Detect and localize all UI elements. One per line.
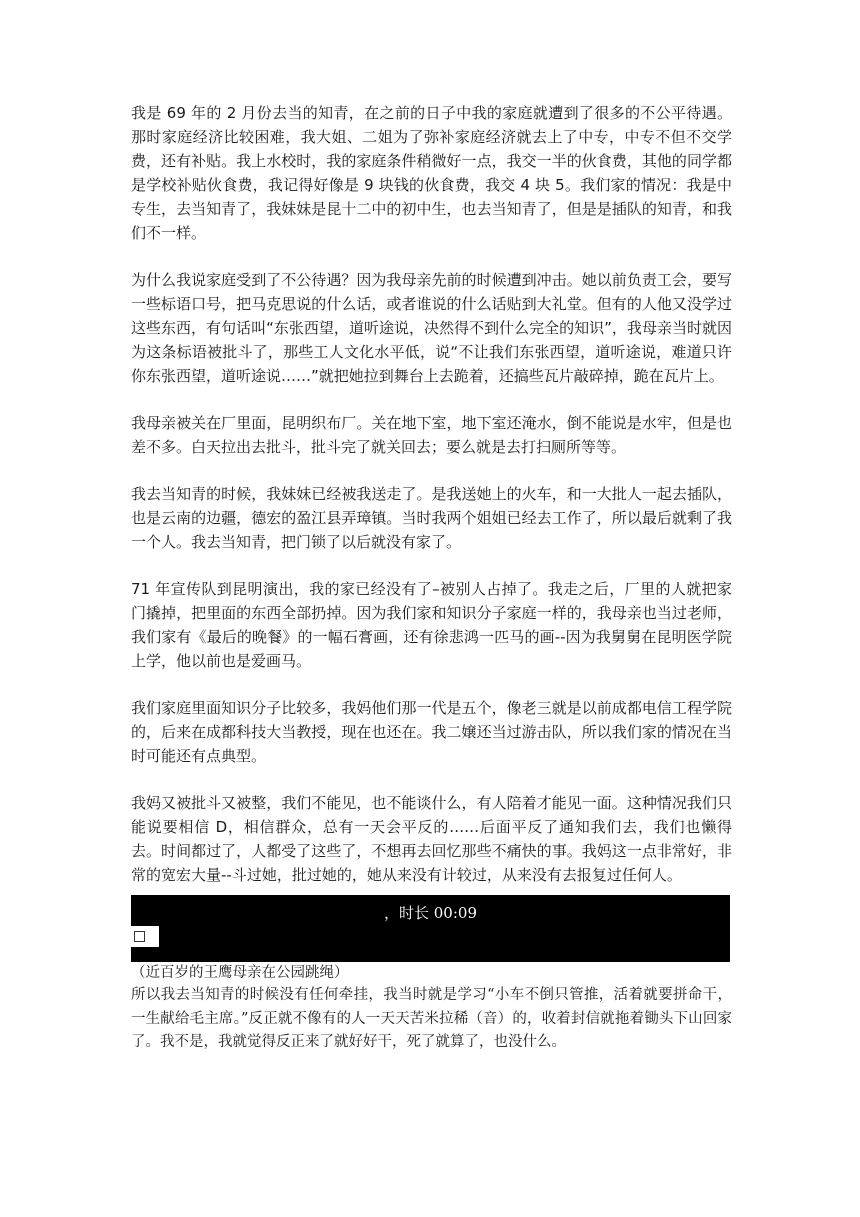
paragraph-1: 我是 69 年的 2 月份去当的知青，在之前的日子中我的家庭就遭到了很多的不公平待遇。那时家庭经济比较困难，我大姐、二姐为了弥补家庭经济就去上了中专，中专不但不交学费，还有补贴。我上水校时，我的家庭条件稍微好一点，我交一半的伙食费，其他的同学都是学校补贴伙食费，我记得好像是 9 块钱的伙食费，我交 4 块 5。我们家的情况：我是中专生，去当知青了，我妹妹是昆十二中的初中生，也去当知青了，但是是插队的知青，和我们不一样。 xyxy=(131,104,732,242)
checkbox-icon[interactable] xyxy=(134,931,145,942)
paragraph-3: 我母亲被关在厂里面，昆明织布厂。关在地下室，地下室还淹水，倒不能说是水牢，但是也差不多。白天拉出去批斗，批斗完了就关回去；要么就是去打扫厕所等等。 xyxy=(131,414,732,456)
paragraph-2: 为什么我说家庭受到了不公待遇？因为我母亲先前的时候遭到冲击。她以前负责工会，要写一些标语口号，把马克思说的什么话，或者谁说的什么话贴到大礼堂。但有的人他又没学过这些东西，有句话叫“东张西望，道听途说，决然得不到什么完全的知识”，我母亲当时就因为这条标语被批斗了，那些工人文化水平低，说“不让我们东张西望，道听途说，难道只许你东张西望，道听途说……”就把她拉到舞台上去跪着，还搞些瓦片敲碎掉，跪在瓦片上。 xyxy=(131,271,732,385)
video-player[interactable] xyxy=(131,895,730,962)
document-body xyxy=(131,101,732,910)
paragraph-6: 我们家庭里面知识分子比较多，我妈他们那一代是五个，像老三就是以前成都电信工程学院的，后来在成都科技大当教授，现在也还在。我二嬢还当过游击队，所以我们家的情况在当时可能还有点典型。 xyxy=(131,699,732,765)
paragraph-5: 71 年宣传队到昆明演出，我的家已经没有了–被别人占掉了。我走之后，厂里的人就把家门撬掉，把里面的东西全部扔掉。因为我们家和知识分子家庭一样的，我母亲也当过老师，我们家有《最后的晚餐》的一幅石膏画，还有徐悲鸿一匹马的画--因为我舅舅在昆明医学院上学，他以前也是爱画马。 xyxy=(131,580,732,670)
video-caption: （近百岁的王鹰母亲在公园跳绳） xyxy=(131,965,349,981)
video-play-control[interactable] xyxy=(131,926,159,947)
paragraph-8: 所以我去当知青的时候没有任何牵挂，我当时就是学习“小车不倒只管推，活着就要拼命干，一生献给毛主席。”反正就不像有的人一天天苦米拉稀（音）的，收着封信就拖着锄头下山回家了。我不是，我就觉得反正来了就好好干，死了就算了，也没什么。 xyxy=(131,987,732,1050)
paragraph-4: 我去当知青的时候，我妹妹已经被我送走了。是我送她上的火车，和一大批人一起去插队，也是云南的边疆，德宏的盈江县弄璋镇。当时我两个姐姐已经去工作了，所以最后就剩了我一个人。我去当知青，把门锁了以后就没有家了。 xyxy=(131,485,732,551)
paragraph-7: 我妈又被批斗又被整，我们不能见，也不能谈什么，有人陪着才能见一面。这种情况我们只能说要相信 D，相信群众，总有一天会平反的……后面平反了通知我们去，我们也懒得去。时间都过了，人都受了这些了，不想再去回忆那些不痛快的事。我妈这一点非常好，非常的宽宏大量--斗过她，批过她的，她从来没有计较过，从来没有去报复过任何人。 xyxy=(131,794,732,884)
video-duration-title: ，时长 00:09 xyxy=(384,904,477,922)
